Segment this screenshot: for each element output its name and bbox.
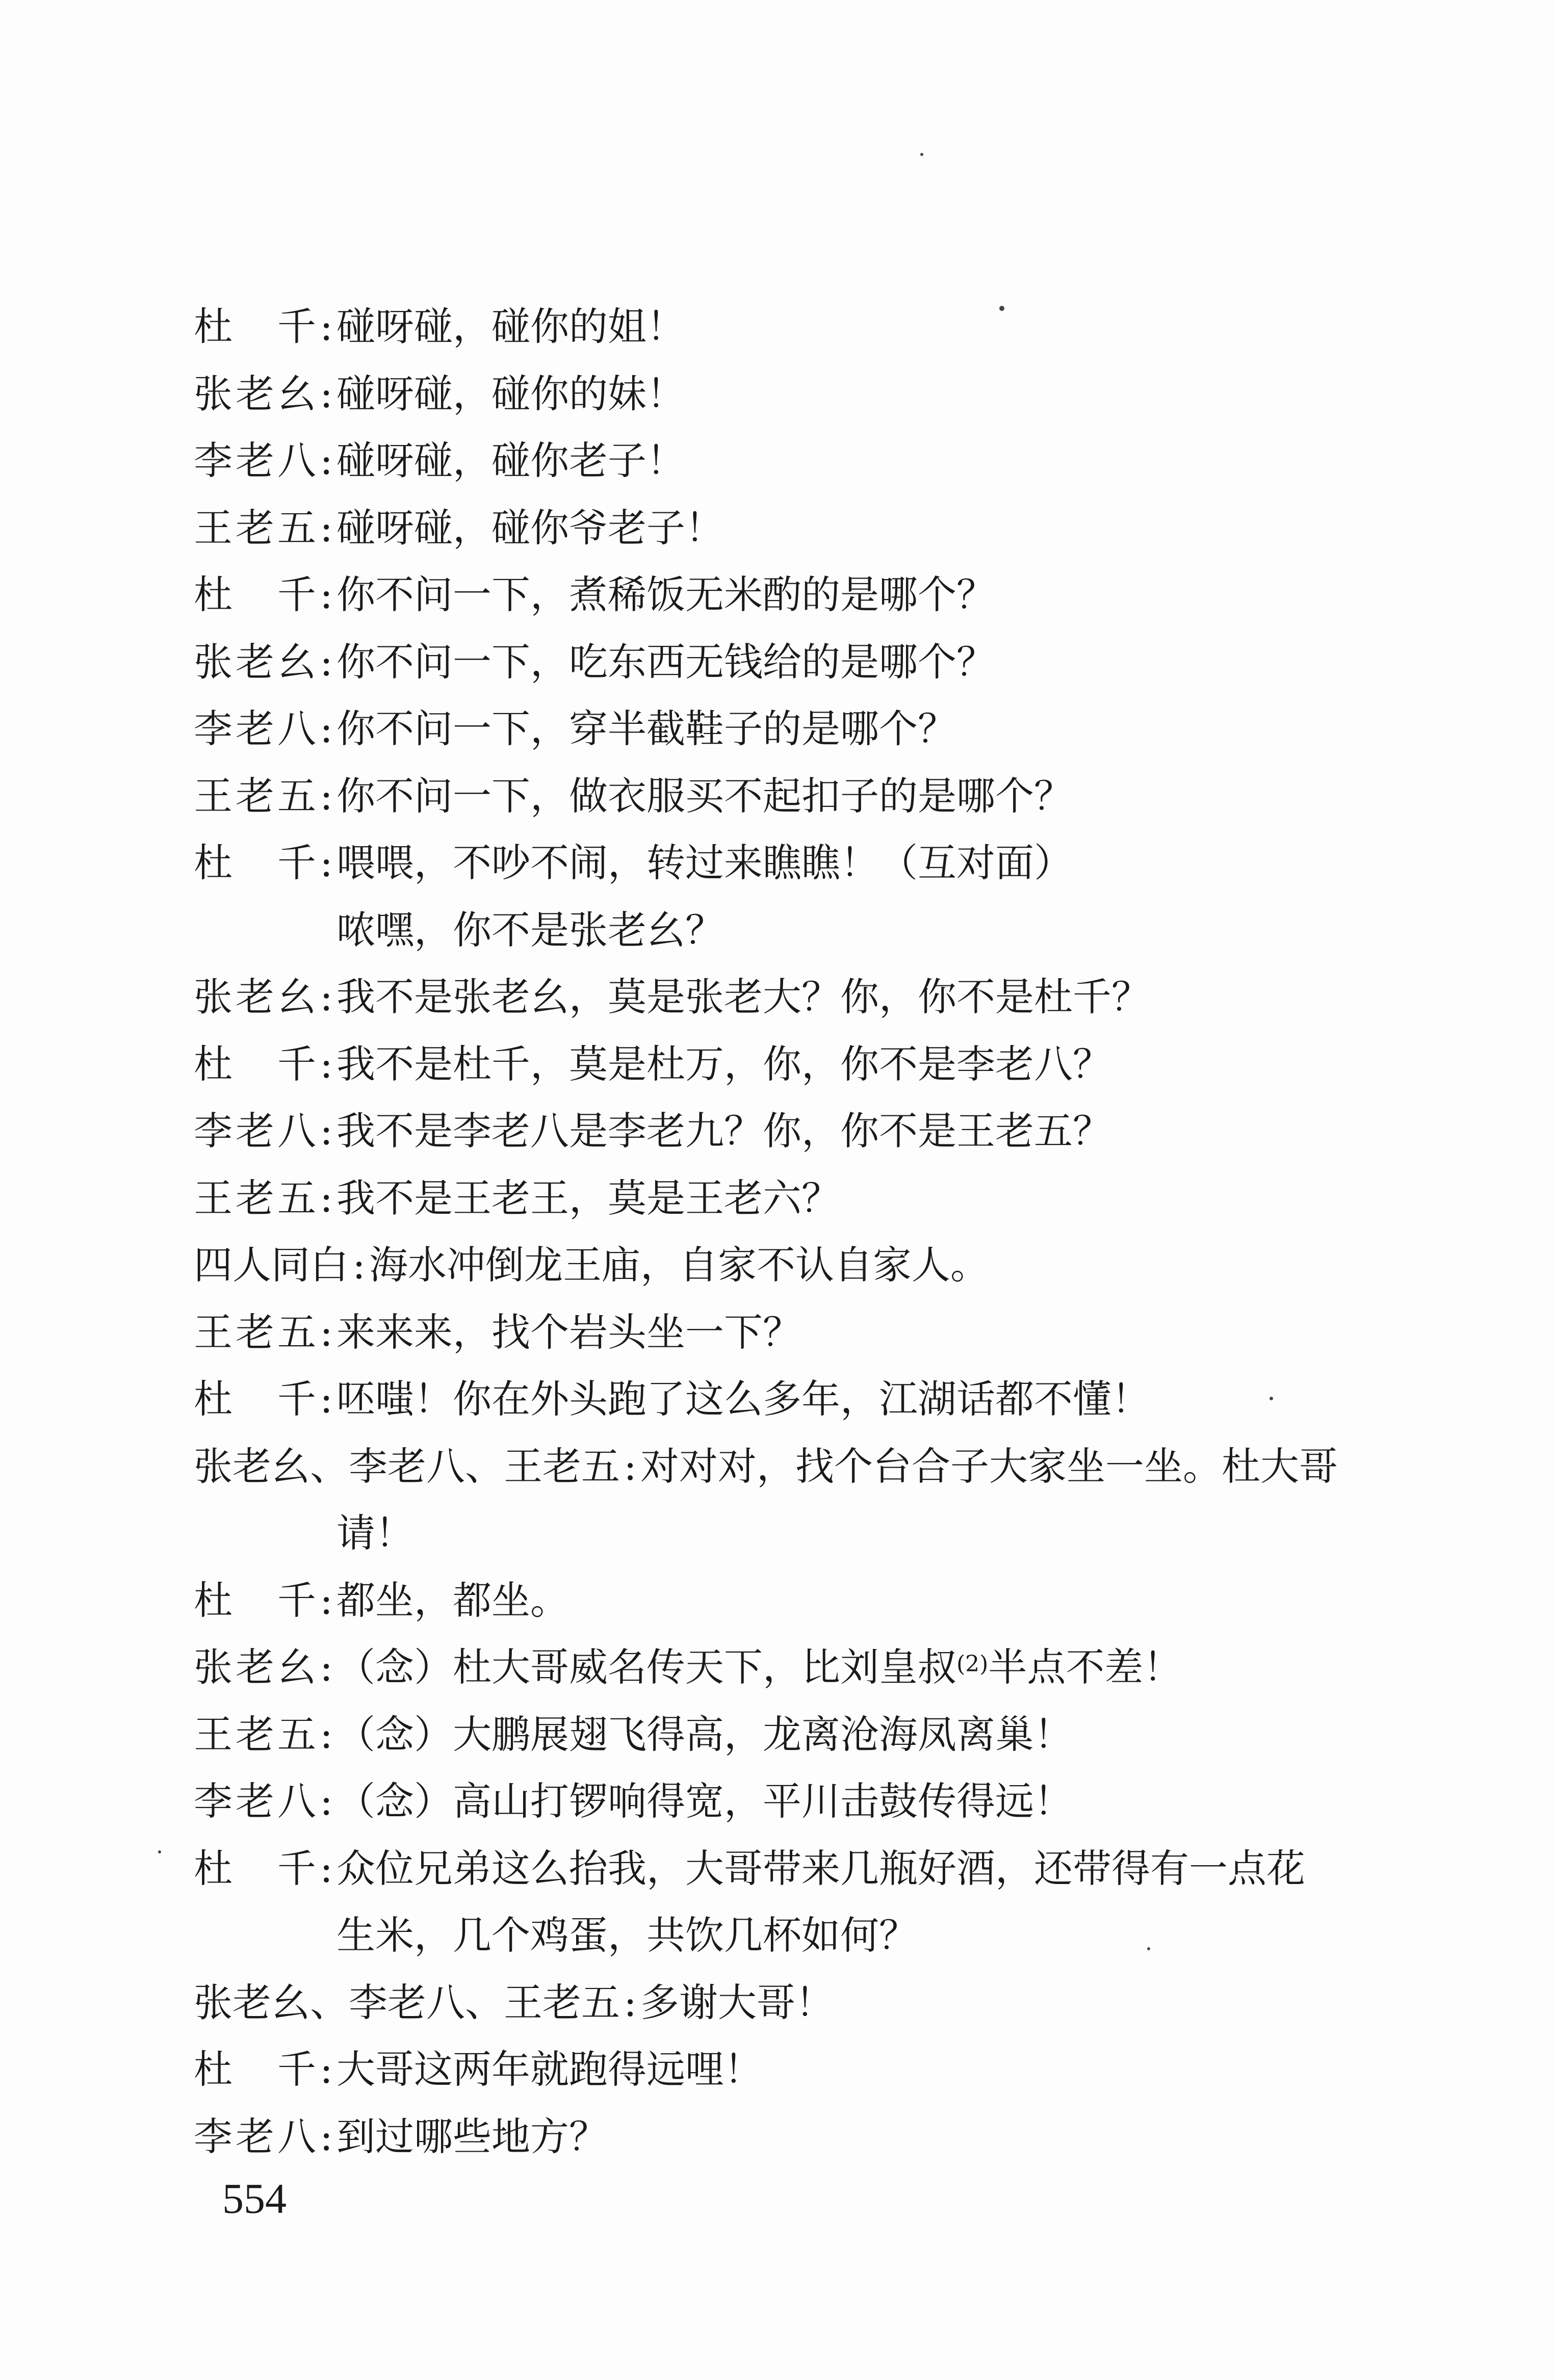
speaker-name: 杜 千 <box>194 1376 316 1422</box>
speaker-name: 王老五 <box>194 773 316 819</box>
dialogue-line: 张老幺 : （念）杜大哥威名传天下，比刘皇叔$^{(2)}$半点不差！ <box>194 1634 1397 1701</box>
speaker-name: 李老八 <box>194 2113 316 2159</box>
speech-text: 大哥这两年就跑得远哩！ <box>336 2047 763 2092</box>
speech-text: 多谢大哥！ <box>640 1979 834 2025</box>
scan-speck <box>920 153 923 156</box>
dialogue-line: 王老五 : 我不是王老王，莫是王老六？ <box>194 1165 1397 1232</box>
dialogue-line: 张老幺 : 我不是张老幺，莫是张老大？你，你不是杜千？ <box>194 963 1397 1031</box>
speech-text: 碰呀碰，碰你老子！ <box>336 438 685 483</box>
speaker-name: 杜 千 <box>194 1845 316 1891</box>
dialogue-line: 张老幺、李老八、王老五 : 对对对，找个台合子大家坐一坐。杜大哥 <box>194 1433 1397 1500</box>
dialogue-line: 杜 千 : 大哥这两年就跑得远哩！ <box>194 2036 1397 2103</box>
dialogue-line: 四人同白 : 海水冲倒龙王庙，自家不认自家人。 <box>194 1232 1397 1299</box>
speaker-name: 杜 千 <box>194 1577 316 1623</box>
speaker-name: 杜 千 <box>194 840 316 885</box>
speech-text: 碰呀碰，碰你的妹！ <box>336 371 685 416</box>
speaker-name: 李老八 <box>194 1108 316 1154</box>
speaker-name: 杜 千 <box>194 304 316 349</box>
speaker-name: 王老五 <box>194 1711 316 1757</box>
speech-text: 喂喂，不吵不闹，转过来瞧瞧！（互对面） <box>336 840 1073 885</box>
dialogue-continuation <box>194 897 1397 964</box>
dialogue-line: 李老八 : 到过哪些地方？ <box>194 2103 1397 2170</box>
speech-text: 生米，几个鸡蛋，共饮几杯如何？ <box>336 1913 918 1958</box>
speech-text: 对对对，找个台合子大家坐一坐。杜大哥 <box>640 1443 1338 1489</box>
speaker-name: 王老五 <box>194 1309 316 1355</box>
page-number: 554 <box>222 2175 287 2222</box>
speech-text: 请！ <box>336 1510 414 1556</box>
speaker-name: 张老幺、李老八、王老五 <box>194 1979 620 2025</box>
speaker-name: 李老八 <box>194 1779 316 1824</box>
scan-speck <box>999 306 1004 311</box>
speech-text: 你不问一下，做衣服买不起扣子的是哪个？ <box>336 773 1073 819</box>
footnote-marker: (2) <box>956 1651 989 1677</box>
dialogue-line: 李老八 : 你不问一下，穿半截鞋子的是哪个？ <box>194 695 1397 763</box>
speaker-name: 张老幺 <box>194 639 316 685</box>
speech-text: 我不是张老幺，莫是张老大？你，你不是杜千？ <box>336 974 1150 1019</box>
speech-text: （念）高山打锣响得宽，平川击鼓传得远！ <box>336 1779 1073 1824</box>
speech-text: 海水冲倒龙王庙，自家不认自家人。 <box>369 1242 989 1288</box>
dialogue-line: 李老八 : 碰呀碰，碰你老子！ <box>194 427 1397 494</box>
dialogue-line: 杜 千 : 呸嗤！你在外头跑了这么多年，江湖话都不懂！ <box>194 1366 1397 1433</box>
dialogue-line: 王老五 : 你不问一下，做衣服买不起扣子的是哪个？ <box>194 763 1397 830</box>
speaker-name: 杜 千 <box>194 2047 316 2092</box>
speech-text: 你不问一下，穿半截鞋子的是哪个？ <box>336 706 956 751</box>
speaker-name: 张老幺 <box>194 371 316 416</box>
speech-text: 你不问一下，吃东西无钱给的是哪个？ <box>336 639 995 685</box>
speech-text: 碰呀碰，碰你爷老子！ <box>336 505 724 551</box>
speech-text: 都坐，都坐。 <box>336 1577 569 1623</box>
speaker-name: 张老幺 <box>194 974 316 1019</box>
dialogue-line: 张老幺、李老八、王老五 : 多谢大哥！ <box>194 1969 1397 2036</box>
dialogue-continuation <box>194 1902 1397 1969</box>
scan-speck <box>158 1850 161 1853</box>
scan-speck <box>1270 1397 1273 1400</box>
speech-text: 众位兄弟这么抬我，大哥带来几瓶好酒，还带得有一点花 <box>336 1845 1305 1891</box>
dialogue-line: 杜 千 : 喂喂，不吵不闹，转过来瞧瞧！（互对面） <box>194 829 1397 897</box>
speaker-name: 杜 千 <box>194 572 316 617</box>
dialogue-line: 王老五 : （念）大鹏展翅飞得高，龙离沧海凤离巢！ <box>194 1701 1397 1768</box>
dialogue-line: 杜 千 : 我不是杜千，莫是杜万，你，你不是李老八？ <box>194 1031 1397 1098</box>
dialogue-line: 杜 千 : 碰呀碰，碰你的姐！ <box>194 293 1397 360</box>
dialogue-line: 张老幺 : 你不问一下，吃东西无钱给的是哪个？ <box>194 629 1397 696</box>
speech-text: 呸嗤！你在外头跑了这么多年，江湖话都不懂！ <box>336 1376 1150 1422</box>
speaker-name: 张老幺 <box>194 1644 316 1690</box>
speech-text: （念）杜大哥威名传天下，比刘皇叔$^{(2)}$半点不差！ <box>336 1644 1182 1690</box>
dialogue-line: 王老五 : 碰呀碰，碰你爷老子！ <box>194 494 1397 562</box>
speech-text: 来来来，找个岩头坐一下？ <box>336 1309 801 1355</box>
speaker-name: 杜 千 <box>194 1041 316 1087</box>
speaker-name: 王老五 <box>194 1175 316 1221</box>
speech-text: （念）大鹏展翅飞得高，龙离沧海凤离巢！ <box>336 1711 1073 1757</box>
speech-text: 你不问一下，煮稀饭无米酌的是哪个？ <box>336 572 995 617</box>
speaker-name: 王老五 <box>194 505 316 551</box>
dialogue-line: 杜 千 : 你不问一下，煮稀饭无米酌的是哪个？ <box>194 561 1397 629</box>
scan-speck <box>1147 1947 1150 1950</box>
speech-text: 我不是李老八是李老九？你，你不是王老五？ <box>336 1108 1111 1154</box>
dialogue-line: 杜 千 : 都坐，都坐。 <box>194 1567 1397 1634</box>
dialogue-line: 李老八 : 我不是李老八是李老九？你，你不是王老五？ <box>194 1097 1397 1165</box>
speech-text: 我不是王老王，莫是王老六？ <box>336 1175 840 1221</box>
speaker-name: 张老幺、李老八、王老五 <box>194 1443 620 1489</box>
speaker-name: 四人同白 <box>194 1242 349 1288</box>
speech-text: 碰呀碰，碰你的姐！ <box>336 304 685 349</box>
speech-text: 哝嘿，你不是张老幺？ <box>336 907 724 953</box>
script-body <box>194 293 1397 2170</box>
speech-text: 我不是杜千，莫是杜万，你，你不是李老八？ <box>336 1041 1111 1087</box>
dialogue-line: 杜 千 : 众位兄弟这么抬我，大哥带来几瓶好酒，还带得有一点花 <box>194 1835 1397 1902</box>
dialogue-continuation <box>194 1500 1397 1567</box>
speaker-name: 李老八 <box>194 706 316 751</box>
dialogue-line: 李老八 : （念）高山打锣响得宽，平川击鼓传得远！ <box>194 1768 1397 1835</box>
speech-text: 到过哪些地方？ <box>336 2113 608 2159</box>
dialogue-line: 张老幺 : 碰呀碰，碰你的妹！ <box>194 360 1397 428</box>
dialogue-line: 王老五 : 来来来，找个岩头坐一下？ <box>194 1299 1397 1366</box>
speaker-name: 李老八 <box>194 438 316 483</box>
